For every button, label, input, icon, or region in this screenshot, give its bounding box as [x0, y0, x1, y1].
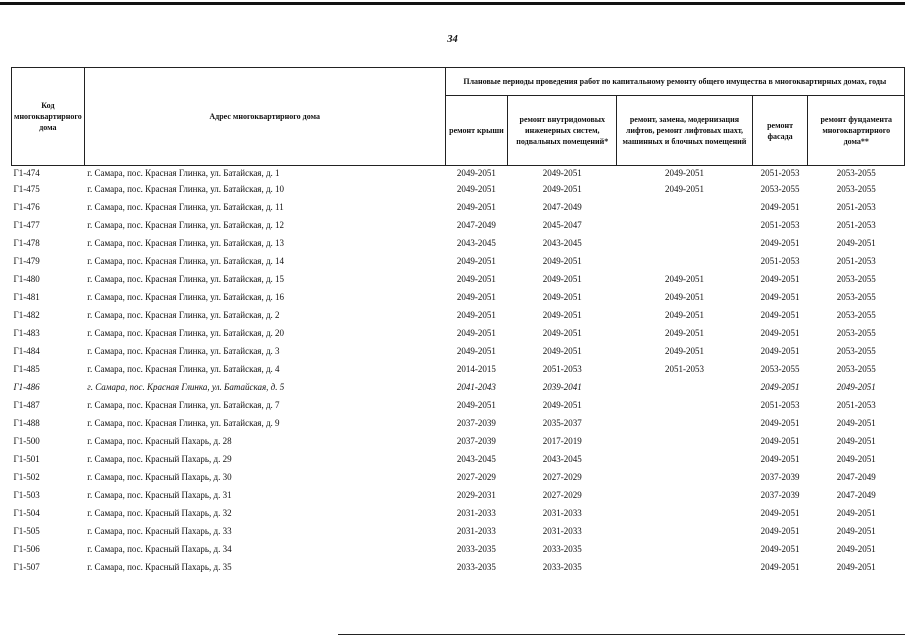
table-row	[12, 234, 905, 252]
row-facade: 2049-2051	[760, 310, 800, 320]
row-lifts	[617, 396, 752, 414]
row-roof: 2049-2051	[456, 256, 496, 266]
row-facade: 2049-2051	[760, 346, 800, 356]
row-foundation: 2047-2049	[836, 490, 876, 500]
row-facade: 2049-2051	[760, 544, 800, 554]
header-address: Адрес многоквартирного дома	[84, 68, 445, 166]
row-roof: 2029-2031	[456, 490, 496, 500]
row-foundation: 2049-2051	[836, 436, 876, 446]
row-lifts: 2049-2051	[664, 168, 704, 178]
row-engineering: 2031-2033	[542, 526, 582, 536]
row-foundation: 2049-2051	[836, 526, 876, 536]
row-facade: 2049-2051	[760, 436, 800, 446]
row-address: г. Самара, пос. Красная Глинка, ул. Батайская, д. 16	[87, 292, 285, 302]
row-code: Г1-504	[13, 508, 40, 518]
row-code: Г1-478	[13, 238, 40, 248]
header-facade: ремонт фасада	[752, 96, 808, 166]
table-row	[12, 288, 905, 306]
row-code: Г1-507	[13, 562, 40, 572]
row-lifts: 2049-2051	[664, 292, 704, 302]
row-engineering: 2027-2029	[542, 472, 582, 482]
row-roof: 2031-2033	[456, 526, 496, 536]
table-row	[12, 252, 905, 270]
row-engineering: 2049-2051	[542, 310, 582, 320]
row-roof: 2049-2051	[456, 184, 496, 194]
row-address: г. Самара, пос. Красный Пахарь, д. 32	[87, 508, 232, 518]
row-facade: 2049-2051	[760, 382, 800, 392]
row-roof: 2049-2051	[456, 328, 496, 338]
row-foundation: 2051-2053	[836, 202, 876, 212]
row-roof: 2031-2033	[456, 508, 496, 518]
row-engineering: 2051-2053	[542, 364, 582, 374]
row-foundation: 2049-2051	[836, 562, 876, 572]
row-address: г. Самара, пос. Красный Пахарь, д. 30	[87, 472, 232, 482]
table-row	[12, 306, 905, 324]
row-facade: 2051-2053	[760, 168, 800, 178]
header-lifts: ремонт, замена, модернизация лифтов, ремонт лифтовых шахт, машинных и блочных помещений	[617, 96, 752, 166]
row-lifts: 2051-2053	[664, 364, 704, 374]
row-roof: 2049-2051	[456, 346, 496, 356]
row-lifts	[617, 252, 752, 270]
table-row	[12, 198, 905, 216]
row-roof: 2043-2045	[456, 238, 496, 248]
row-engineering: 2045-2047	[542, 220, 582, 230]
row-foundation: 2049-2051	[836, 454, 876, 464]
row-address: г. Самара, пос. Красный Пахарь, д. 33	[87, 526, 232, 536]
capital-repair-table	[11, 67, 905, 576]
row-code: Г1-488	[13, 418, 40, 428]
row-engineering: 2033-2035	[542, 544, 582, 554]
row-facade: 2037-2039	[760, 490, 800, 500]
row-code: Г1-503	[13, 490, 40, 500]
row-roof: 2027-2029	[456, 472, 496, 482]
row-address: г. Самара, пос. Красный Пахарь, д. 28	[87, 436, 232, 446]
row-facade: 2049-2051	[760, 202, 800, 212]
row-foundation: 2047-2049	[836, 472, 876, 482]
row-address: г. Самара, пос. Красная Глинка, ул. Батайская, д. 12	[87, 220, 285, 230]
row-address: г. Самара, пос. Красная Глинка, ул. Батайская, д. 2	[87, 310, 280, 320]
row-code: Г1-501	[13, 454, 40, 464]
row-code: Г1-479	[13, 256, 40, 266]
row-engineering: 2049-2051	[542, 400, 582, 410]
row-code: Г1-500	[13, 436, 40, 446]
row-foundation: 2053-2055	[836, 364, 876, 374]
table-row	[12, 396, 905, 414]
table-row	[12, 486, 905, 504]
header-periods-group: Плановые периоды проведения работ по капитальному ремонту общего имущества в многоквартирных домах, годы	[445, 68, 904, 96]
row-lifts	[617, 504, 752, 522]
row-foundation: 2049-2051	[836, 238, 876, 248]
row-engineering: 2049-2051	[542, 168, 582, 178]
row-address: г. Самара, пос. Красный Пахарь, д. 29	[87, 454, 232, 464]
row-facade: 2049-2051	[760, 418, 800, 428]
row-roof: 2037-2039	[456, 418, 496, 428]
row-code: Г1-483	[13, 328, 40, 338]
row-lifts: 2049-2051	[664, 346, 704, 356]
row-code: Г1-486	[13, 382, 40, 392]
row-address: г. Самара, пос. Красная Глинка, ул. Батайская, д. 20	[87, 328, 285, 338]
row-facade: 2053-2055	[760, 364, 800, 374]
row-roof: 2049-2051	[456, 292, 496, 302]
row-engineering: 2033-2035	[542, 562, 582, 572]
row-address: г. Самара, пос. Красная Глинка, ул. Батайская, д. 4	[87, 364, 280, 374]
row-facade: 2053-2055	[760, 184, 800, 194]
row-code: Г1-502	[13, 472, 40, 482]
row-foundation: 2053-2055	[836, 310, 876, 320]
row-foundation: 2051-2053	[836, 256, 876, 266]
row-lifts	[617, 378, 752, 396]
table-row	[12, 504, 905, 522]
row-foundation: 2053-2055	[836, 346, 876, 356]
row-engineering: 2043-2045	[542, 238, 582, 248]
row-foundation: 2053-2055	[836, 328, 876, 338]
row-code: Г1-485	[13, 364, 40, 374]
row-lifts	[617, 468, 752, 486]
row-engineering: 2031-2033	[542, 508, 582, 518]
row-roof: 2037-2039	[456, 436, 496, 446]
row-address: г. Самара, пос. Красный Пахарь, д. 35	[87, 562, 232, 572]
row-code: Г1-474	[13, 168, 40, 178]
row-lifts	[617, 216, 752, 234]
row-foundation: 2049-2051	[836, 544, 876, 554]
bottom-rule	[338, 634, 905, 635]
row-engineering: 2043-2045	[542, 454, 582, 464]
row-lifts	[617, 234, 752, 252]
row-engineering: 2049-2051	[542, 256, 582, 266]
table-row	[12, 270, 905, 288]
row-facade: 2049-2051	[760, 508, 800, 518]
row-roof: 2049-2051	[456, 202, 496, 212]
row-engineering: 2049-2051	[542, 292, 582, 302]
row-facade: 2049-2051	[760, 562, 800, 572]
row-code: Г1-482	[13, 310, 40, 320]
row-code: Г1-476	[13, 202, 40, 212]
table-body	[12, 166, 905, 577]
table-row	[12, 522, 905, 540]
row-engineering: 2049-2051	[542, 274, 582, 284]
row-address: г. Самара, пос. Красная Глинка, ул. Батайская, д. 14	[87, 256, 285, 266]
row-lifts	[617, 432, 752, 450]
row-facade: 2049-2051	[760, 454, 800, 464]
table-row	[12, 216, 905, 234]
row-address: г. Самара, пос. Красная Глинка, ул. Батайская, д. 10	[87, 184, 285, 194]
row-engineering: 2049-2051	[542, 346, 582, 356]
top-rule	[0, 2, 905, 5]
row-code: Г1-480	[13, 274, 40, 284]
row-foundation: 2053-2055	[836, 168, 876, 178]
row-code: Г1-505	[13, 526, 40, 536]
row-lifts	[617, 450, 752, 468]
row-roof: 2033-2035	[456, 544, 496, 554]
row-engineering: 2017-2019	[542, 436, 582, 446]
row-facade: 2049-2051	[760, 292, 800, 302]
page-number: 34	[447, 34, 458, 45]
row-roof: 2049-2051	[456, 400, 496, 410]
row-engineering: 2027-2029	[542, 490, 582, 500]
row-roof: 2043-2045	[456, 454, 496, 464]
row-foundation: 2051-2053	[836, 400, 876, 410]
table-row	[12, 180, 905, 198]
row-code: Г1-477	[13, 220, 40, 230]
row-roof: 2033-2035	[456, 562, 496, 572]
table-row	[12, 432, 905, 450]
row-lifts	[617, 486, 752, 504]
row-facade: 2049-2051	[760, 526, 800, 536]
row-lifts	[617, 558, 752, 576]
row-foundation: 2049-2051	[836, 508, 876, 518]
table-row	[12, 540, 905, 558]
row-foundation: 2053-2055	[836, 292, 876, 302]
row-lifts: 2049-2051	[664, 328, 704, 338]
row-facade: 2051-2053	[760, 220, 800, 230]
row-facade: 2051-2053	[760, 256, 800, 266]
table-row	[12, 414, 905, 432]
table-row	[12, 468, 905, 486]
row-address: г. Самара, пос. Красная Глинка, ул. Батайская, д. 15	[87, 274, 285, 284]
row-roof: 2049-2051	[456, 274, 496, 284]
table-row	[12, 360, 905, 378]
row-code: Г1-484	[13, 346, 40, 356]
row-roof: 2049-2051	[456, 310, 496, 320]
table-row	[12, 324, 905, 342]
row-engineering: 2047-2049	[542, 202, 582, 212]
row-lifts: 2049-2051	[664, 184, 704, 194]
row-roof: 2047-2049	[456, 220, 496, 230]
row-foundation: 2049-2051	[836, 418, 876, 428]
row-lifts	[617, 522, 752, 540]
row-foundation: 2053-2055	[836, 274, 876, 284]
row-roof: 2014-2015	[456, 364, 496, 374]
row-foundation: 2051-2053	[836, 220, 876, 230]
row-facade: 2051-2053	[760, 400, 800, 410]
row-code: Г1-481	[13, 292, 40, 302]
row-foundation: 2053-2055	[836, 184, 876, 194]
row-address: г. Самара, пос. Красная Глинка, ул. Батайская, д. 7	[87, 400, 280, 410]
row-address: г. Самара, пос. Красный Пахарь, д. 34	[87, 544, 232, 554]
row-lifts: 2049-2051	[664, 310, 704, 320]
header-foundation: ремонт фундамента многоквартирного дома**	[808, 96, 905, 166]
row-engineering: 2039-2041	[542, 382, 582, 392]
table-row	[12, 166, 905, 181]
row-address: г. Самара, пос. Красный Пахарь, д. 31	[87, 490, 232, 500]
row-facade: 2049-2051	[760, 238, 800, 248]
table-row	[12, 450, 905, 468]
row-lifts: 2049-2051	[664, 274, 704, 284]
row-code: Г1-487	[13, 400, 40, 410]
row-facade: 2049-2051	[760, 274, 800, 284]
row-address: г. Самара, пос. Красная Глинка, ул. Батайская, д. 5	[87, 382, 285, 392]
table-row	[12, 378, 905, 396]
row-code: Г1-506	[13, 544, 40, 554]
row-engineering: 2049-2051	[542, 328, 582, 338]
row-facade: 2049-2051	[760, 328, 800, 338]
row-engineering: 2049-2051	[542, 184, 582, 194]
row-address: г. Самара, пос. Красная Глинка, ул. Батайская, д. 11	[87, 202, 284, 212]
row-lifts	[617, 414, 752, 432]
row-code: Г1-475	[13, 184, 40, 194]
row-foundation: 2049-2051	[836, 382, 876, 392]
row-address: г. Самара, пос. Красная Глинка, ул. Батайская, д. 3	[87, 346, 280, 356]
header-engineering: ремонт внутридомовых инженерных систем, подвальных помещений*	[508, 96, 617, 166]
table-row	[12, 558, 905, 576]
row-roof: 2049-2051	[456, 168, 496, 178]
row-lifts	[617, 198, 752, 216]
row-address: г. Самара, пос. Красная Глинка, ул. Батайская, д. 9	[87, 418, 280, 428]
header-code: Код многоквартирного дома	[12, 68, 85, 166]
row-roof: 2041-2043	[456, 382, 496, 392]
row-address: г. Самара, пос. Красная Глинка, ул. Батайская, д. 13	[87, 238, 285, 248]
row-address: г. Самара, пос. Красная Глинка, ул. Батайская, д. 1	[87, 168, 280, 178]
header-roof: ремонт крыши	[445, 96, 508, 166]
row-facade: 2037-2039	[760, 472, 800, 482]
table-row	[12, 342, 905, 360]
row-lifts	[617, 540, 752, 558]
row-engineering: 2035-2037	[542, 418, 582, 428]
